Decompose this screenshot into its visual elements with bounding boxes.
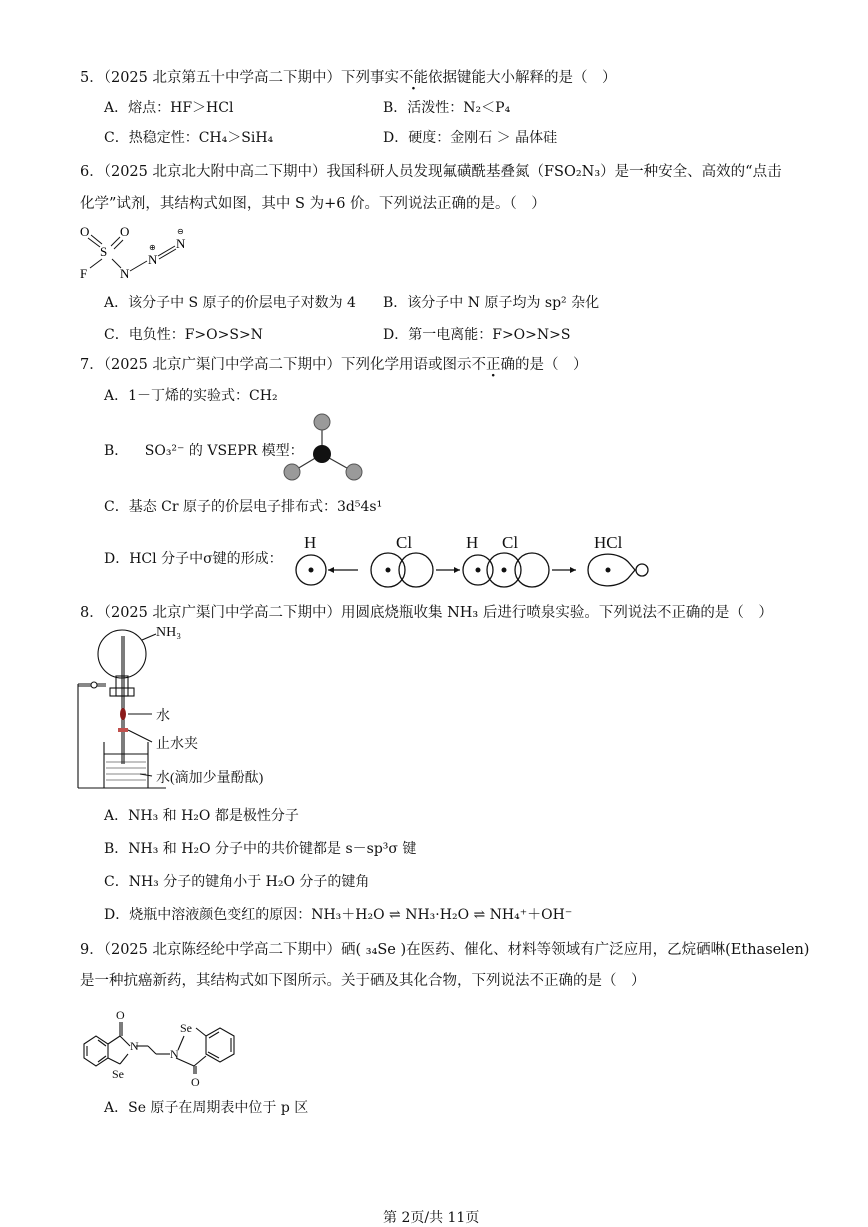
q6-o1-label: O <box>80 224 90 239</box>
q7-option-b-label: B． <box>104 443 129 459</box>
q8-option-d[interactable]: D．烧瓶中溶液颜色变红的原因：NH₃＋H₂O ⇌ NH₃·H₂O ⇌ NH₄⁺＋OH⁻ <box>104 907 573 923</box>
q9-n1-label: N <box>130 1039 139 1053</box>
q7-cl2-label: Cl <box>502 533 519 552</box>
q5-option-a[interactable]: A．熔点：HF＞HCl <box>104 100 234 116</box>
q7-vsepr-model <box>282 410 366 484</box>
q7-stem <box>80 353 587 374</box>
q9-se1-label: Se <box>112 1067 124 1081</box>
q8-option-a[interactable]: A．NH₃ 和 H₂O 都是极性分子 <box>104 808 299 824</box>
q6-structure-diagram <box>76 222 206 284</box>
q7-cl1-label: Cl <box>396 533 413 552</box>
q5-stem <box>80 66 616 87</box>
q9-stem-line2: 是一种抗癌新药，其结构式如下图所示。关于硒及其化合物，下列说法不正确的是（ ） <box>80 973 646 989</box>
q8-stem: 8．（2025 北京广渠门中学高二下期中）用圆底烧瓶收集 NH₃ 后进行喷泉实验。下列说法不正确的是（ ） <box>80 605 773 621</box>
q8-option-b[interactable]: B．NH₃ 和 H₂O 分子中的共价键都是 s－sp³σ 键 <box>104 841 417 857</box>
q6-n1-label: N <box>120 266 130 281</box>
q7-sigma-bond-diagram <box>290 530 660 592</box>
q7-option-d[interactable]: D．HCl 分子中σ键的形成： <box>104 551 283 567</box>
q6-option-a[interactable]: A．该分子中 S 原子的价层电子对数为 4 <box>104 295 356 311</box>
q5-stem-emph: 不能 <box>398 70 428 86</box>
q6-s-label: S <box>100 244 108 259</box>
q7-option-c[interactable]: C．基态 Cr 原子的价层电子排布式：3d⁵4s¹ <box>104 499 383 515</box>
q7-option-b-text: 的 VSEPR 模型： <box>188 443 304 459</box>
q6-option-d[interactable]: D．第一电离能：F>O>N>S <box>383 327 571 343</box>
q5-stem-pre: 5．（2025 北京第五十中学高二下期中）下列事实 <box>80 70 399 86</box>
q5-option-d[interactable]: D．硬度：金刚石 ＞ 晶体硅 <box>383 130 558 146</box>
q7-stem-pre: 7．（2025 北京广渠门中学高二下期中）下列化学用语或图示 <box>80 357 472 373</box>
q5-option-b[interactable]: B．活泼性：N₂＜P₄ <box>383 100 511 116</box>
q6-n3-label: N <box>176 236 186 251</box>
q9-ethaselen-structure <box>76 1006 276 1089</box>
q7-hcl-label: HCl <box>594 533 623 552</box>
q5-option-c[interactable]: C．热稳定性：CH₄＞SiH₄ <box>104 130 274 146</box>
q8-beaker-label: 水(滴加少量酚酞) <box>156 771 264 786</box>
q6-stem-line1: 6．（2025 北京北大附中高二下期中）我国科研人员发现氟磺酰基叠氮（FSO₂N₃）是一种安全、高效的“点击 <box>80 164 782 180</box>
q7-h2-label: H <box>466 533 479 552</box>
q9-se2-label: Se <box>180 1021 192 1035</box>
q7-h1-label: H <box>304 533 317 552</box>
q9-stem-line1: 9．（2025 北京陈经纶中学高二下期中）硒( ₃₄Se )在医药、催化、材料等领域有广泛应用，乙烷硒啉(Ethaselen) <box>80 942 810 958</box>
q5-stem-post: 依据键能大小解释的是（ ） <box>427 70 617 86</box>
q6-plus-charge: ⊕ <box>149 243 156 252</box>
q9-option-a[interactable]: A．Se 原子在周期表中位于 p 区 <box>104 1100 309 1116</box>
q6-n2-label: N <box>148 252 158 267</box>
q9-n2-label: N <box>170 1047 179 1061</box>
q6-minus-charge: ⊖ <box>177 227 184 236</box>
q8-water-label: 水 <box>156 709 170 724</box>
q8-option-c[interactable]: C．NH₃ 分子的键角小于 H₂O 分子的键角 <box>104 874 370 890</box>
q7-stem-emph: 不正确 <box>471 357 515 373</box>
q7-option-b-ion: SO₃²⁻ <box>144 443 185 459</box>
q9-o1-label: O <box>116 1008 125 1022</box>
q9-o2-label: O <box>191 1075 200 1089</box>
q6-f-label: F <box>80 266 88 281</box>
q6-stem-line2: 化学”试剂，其结构式如图，其中 S 为+6 价。下列说法正确的是。（ ） <box>80 196 546 212</box>
q6-option-b[interactable]: B．该分子中 N 原子均为 sp² 杂化 <box>383 295 600 311</box>
q7-stem-post: 的是（ ） <box>514 357 588 373</box>
q8-clamp-label: 止水夹 <box>156 737 198 752</box>
q6-o2-label: O <box>120 224 130 239</box>
page-footer: 第 2页/共 11页 <box>383 1210 480 1226</box>
q7-option-b[interactable] <box>104 440 304 460</box>
q8-fountain-apparatus <box>76 624 296 794</box>
q6-option-c[interactable]: C．电负性：F>O>S>N <box>104 327 263 343</box>
q8-nh3-label: NH₃ <box>156 625 182 640</box>
q7-option-a[interactable]: A．1－丁烯的实验式：CH₂ <box>104 388 278 404</box>
